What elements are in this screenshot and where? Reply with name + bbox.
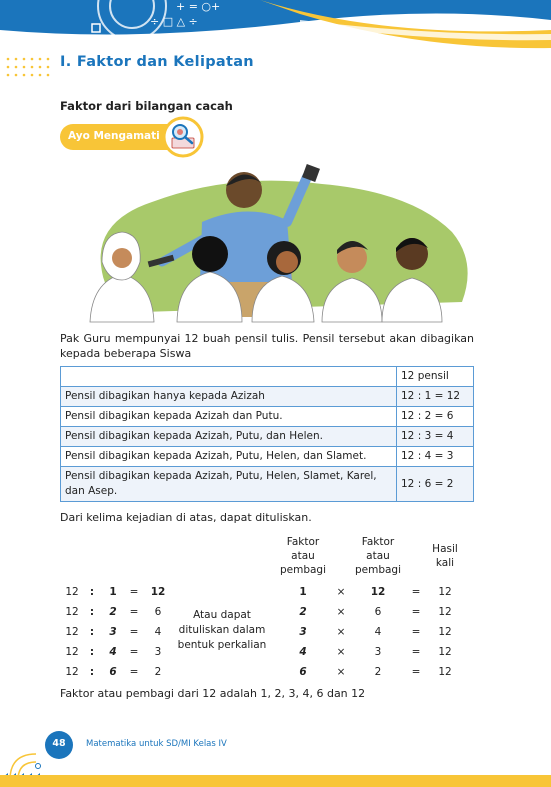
factor-a: 1 <box>299 586 307 598</box>
pencil-distribution-table <box>60 366 474 502</box>
badge-label: Ayo Mengamati <box>68 130 160 142</box>
equals-sign: = <box>411 666 421 678</box>
page-number: 48 <box>52 738 66 749</box>
dividend: 12 <box>65 586 79 598</box>
equals-sign: = <box>129 586 139 598</box>
factor-b: 3 <box>374 646 382 658</box>
table-cell: 12 : 6 = 2 <box>397 467 474 502</box>
footer-bar <box>0 775 551 787</box>
equals-sign: = <box>411 586 421 598</box>
product: 12 <box>438 646 452 658</box>
factor-a: 6 <box>299 666 307 678</box>
section-title: I. Faktor dan Kelipatan <box>60 54 254 70</box>
factor-b: 6 <box>374 606 382 618</box>
header-line: Faktor <box>361 536 395 548</box>
table-cell: 12 : 4 = 3 <box>397 447 474 467</box>
divisor: 3 <box>109 626 117 638</box>
times-sign: × <box>336 666 346 678</box>
quotient: 4 <box>154 626 162 638</box>
colon-sign: : <box>89 586 95 598</box>
table-row <box>61 427 474 447</box>
table-row <box>61 447 474 467</box>
equals-sign: = <box>129 666 139 678</box>
dividend: 12 <box>65 666 79 678</box>
divisor: 6 <box>109 666 117 678</box>
dots-decoration <box>4 56 56 78</box>
table-row <box>61 407 474 427</box>
transition-sentence: Dari kelima kejadian di atas, dapat dituliskan. <box>60 511 312 524</box>
header-factor-a <box>273 535 333 577</box>
colon-sign: : <box>89 666 95 678</box>
header-line: atau <box>366 550 390 562</box>
table-cell: 12 : 1 = 12 <box>397 387 474 407</box>
quotient: 12 <box>150 586 166 598</box>
equals-sign: = <box>129 646 139 658</box>
table-cell: Pensil dibagikan kepada Azizah, Putu, Helen, dan Slamet. <box>61 447 397 467</box>
factor-a: 4 <box>299 646 307 658</box>
factor-a: 3 <box>299 626 307 638</box>
table-row <box>61 387 474 407</box>
times-sign: × <box>336 586 346 598</box>
product: 12 <box>438 606 452 618</box>
svg-text:÷ □ △ ÷: ÷ □ △ ÷ <box>150 15 198 28</box>
book-title: Matematika untuk SD/MI Kelas IV <box>86 739 227 749</box>
divisor: 1 <box>109 586 117 598</box>
factor-b: 4 <box>374 626 382 638</box>
quotient: 3 <box>154 646 162 658</box>
classroom-illustration <box>82 162 482 324</box>
colon-sign: : <box>89 646 95 658</box>
divisor: 2 <box>109 606 117 618</box>
table-cell: Pensil dibagikan kepada Azizah dan Putu. <box>61 407 397 427</box>
table-cell: Pensil dibagikan kepada Azizah, Putu, Helen, Slamet, Karel, dan Asep. <box>61 467 397 502</box>
subsection-title: Faktor dari bilangan cacah <box>60 99 233 113</box>
table-cell: 12 : 3 = 4 <box>397 427 474 447</box>
times-sign: × <box>336 646 346 658</box>
table-header-value: 12 pensil <box>397 367 474 387</box>
product: 12 <box>438 626 452 638</box>
dividend: 12 <box>65 646 79 658</box>
intro-paragraph: Pak Guru mempunyai 12 buah pensil tulis. Pensil tersebut akan dibagikan kepada beberapa Siswa <box>60 332 474 360</box>
table-cell: Pensil dibagikan kepada Azizah, Putu, dan Helen. <box>61 427 397 447</box>
equals-sign: = <box>411 626 421 638</box>
equals-sign: = <box>129 606 139 618</box>
quotient: 2 <box>154 666 162 678</box>
product: 12 <box>438 586 452 598</box>
times-sign: × <box>336 606 346 618</box>
factor-b: 2 <box>374 666 382 678</box>
multiplication-note: Atau dapat dituliskan dalam bentuk perkalian <box>177 609 267 651</box>
header-line: pembagi <box>279 564 327 576</box>
header-line: Faktor <box>286 536 320 548</box>
svg-text:+ = ○+: + = ○+ <box>176 0 221 13</box>
header-line: kali <box>435 557 455 569</box>
conclusion-sentence: Faktor atau pembagi dari 12 adalah 1, 2, 3, 4, 6 dan 12 <box>60 687 366 700</box>
colon-sign: : <box>89 626 95 638</box>
magnifier-icon <box>162 116 204 158</box>
table-cell: Pensil dibagikan hanya kepada Azizah <box>61 387 397 407</box>
equals-sign: = <box>411 606 421 618</box>
header-line: atau <box>291 550 315 562</box>
equals-sign: = <box>129 626 139 638</box>
dividend: 12 <box>65 606 79 618</box>
factor-a: 2 <box>299 606 307 618</box>
colon-sign: : <box>89 606 95 618</box>
table-row <box>61 467 474 502</box>
header-line: pembagi <box>354 564 402 576</box>
times-sign: × <box>336 626 346 638</box>
dividend: 12 <box>65 626 79 638</box>
header-factor-b <box>348 535 408 577</box>
divisor: 4 <box>109 646 117 658</box>
table-cell: 12 : 2 = 6 <box>397 407 474 427</box>
quotient: 6 <box>154 606 162 618</box>
product: 12 <box>438 666 452 678</box>
factor-b: 12 <box>370 586 386 598</box>
table-cell <box>61 367 397 387</box>
table-header-row <box>61 367 474 387</box>
header-product <box>422 542 468 570</box>
header-line: Hasil <box>432 543 458 555</box>
header-banner <box>0 0 551 60</box>
equals-sign: = <box>411 646 421 658</box>
